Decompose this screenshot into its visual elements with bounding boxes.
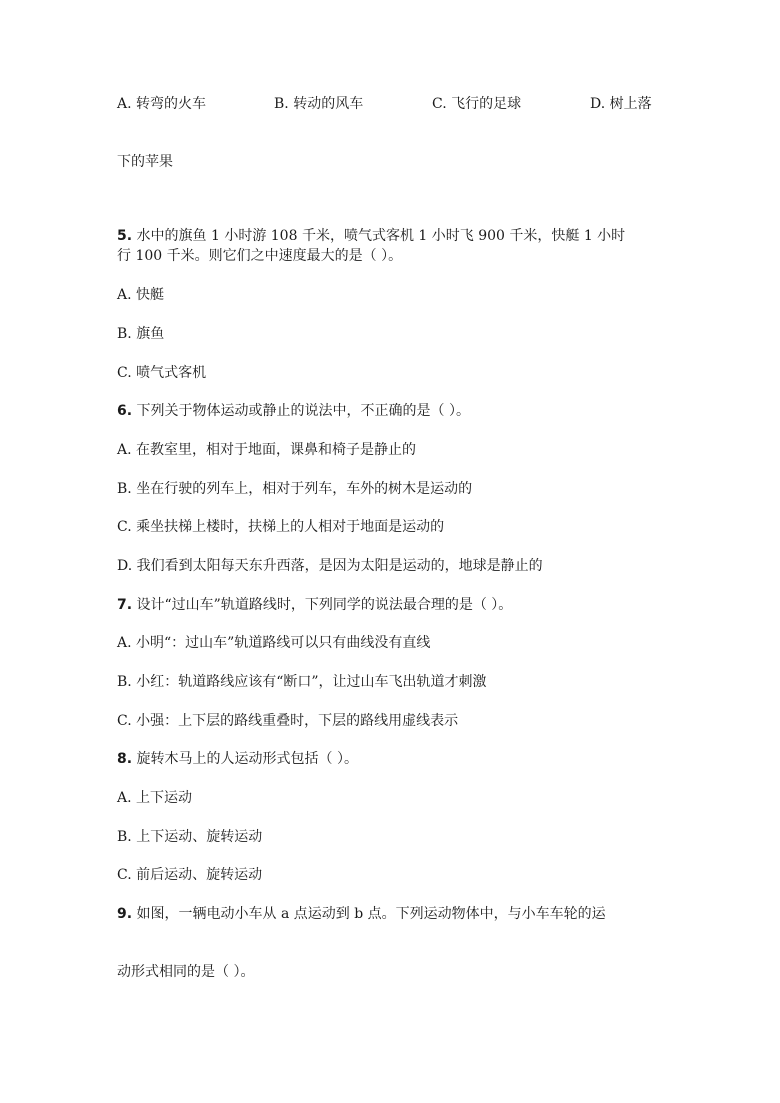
- q9-text-line2: 动形式相同的是（ ）。: [117, 964, 255, 980]
- q8-option-c: C. 前后运动、旋转运动: [117, 867, 263, 883]
- q5-number: 5.: [117, 228, 133, 244]
- q7-number: 7.: [117, 597, 133, 613]
- q8-number: 8.: [117, 751, 133, 767]
- q6-option-d: D. 我们看到太阳每天东升西落，是因为太阳是运动的，地球是静止的: [117, 558, 543, 574]
- q5-text-line1: [117, 226, 625, 246]
- q6-option-c: C. 乘坐扶梯上楼时，扶梯上的人相对于地面是运动的: [117, 519, 445, 535]
- q4-option-d-continued: 下的苹果: [117, 154, 173, 170]
- q9-number: 9.: [117, 906, 133, 922]
- q9-text-line1: [117, 904, 606, 924]
- q6-option-a: A. 在教室里，相对于地面，课鼻和椅子是静止的: [117, 442, 417, 458]
- q5-text-line2: 行 100 千米。则它们之中速度最大的是（ ）。: [117, 248, 403, 264]
- q8-text: [117, 749, 358, 769]
- q5-option-c: C. 喷气式客机: [117, 365, 207, 381]
- q6-text: [117, 401, 470, 421]
- q4-option-d: D. 树上落: [590, 96, 652, 112]
- q5-stem: 水中的旗鱼 1 小时游 108 千米，喷气式客机 1 小时飞 900 千米，快艇 1 小时: [136, 228, 626, 244]
- q5-option-a: A. 快艇: [117, 287, 165, 303]
- q7-option-c: C. 小强：上下层的路线重叠时，下层的路线用虚线表示: [117, 713, 459, 729]
- q7-option-a: A. 小明“：过山车”轨道路线可以只有曲线没有直线: [117, 635, 431, 651]
- q8-stem: 旋转木马上的人运动形式包括（ ）。: [136, 751, 358, 767]
- q7-stem: 设计“过山车”轨道路线时，下列同学的说法最合理的是（ ）。: [136, 597, 513, 613]
- q4-option-b: B. 转动的风车: [274, 96, 364, 112]
- q9-stem: 如图，一辆电动小车从 a 点运动到 b 点。下列运动物体中，与小车车轮的运: [136, 906, 606, 922]
- q4-option-c: C. 飞行的足球: [432, 96, 522, 112]
- q4-option-a: A. 转弯的火车: [117, 96, 207, 112]
- q6-number: 6.: [117, 403, 133, 419]
- q8-option-a: A. 上下运动: [117, 790, 193, 806]
- q7-option-b: B. 小红：轨道路线应该有“断口”，让过山车飞出轨道才刺激: [117, 674, 487, 690]
- q8-option-b: B. 上下运动、旋转运动: [117, 829, 263, 845]
- q5-option-b: B. 旗鱼: [117, 326, 165, 342]
- q6-stem: 下列关于物体运动或静止的说法中，不正确的是（ ）。: [136, 403, 470, 419]
- q6-option-b: B. 坐在行驶的列车上，相对于列车，车外的树木是运动的: [117, 481, 473, 497]
- q7-text: [117, 595, 512, 615]
